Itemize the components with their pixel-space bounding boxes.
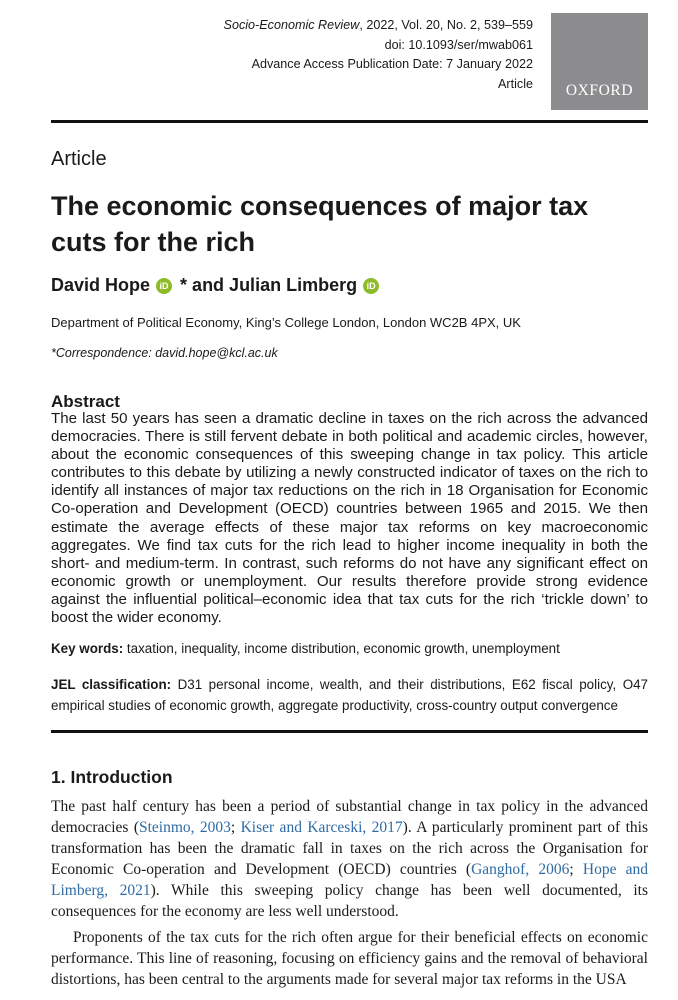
correspondence[interactable]: *Correspondence: david.hope@kcl.ac.uk bbox=[51, 346, 278, 360]
section-heading-introduction: 1. Introduction bbox=[51, 767, 173, 787]
journal-header bbox=[224, 16, 533, 94]
citation-link[interactable]: Hope and Limberg, 2021 bbox=[51, 860, 649, 899]
intro-paragraph-2: Proponents of the tax cuts for the rich often argue for their beneficial effects on economic performance. This line of reasoning, focusing on efficiency gains and the removal of behavioral distortions, has been central to the arguments made for several major tax reforms in the USA bbox=[51, 929, 648, 988]
author-julian-limberg[interactable]: * and Julian Limberg bbox=[175, 275, 358, 295]
abstract-text: The last 50 years has seen a dramatic decline in taxes on the rich across the advanced democracies. There is still fervent debate in both political and academic circles, however, about the economic consequences of this sweeping change in tax policy. This article contributes to this debate by utilizing a newly constructed indicator of taxes on the rich to identify all instances of major tax reductions on the rich in 18 Organisation for Economic Co-operation and Development (OECD) countries between 1965 and 2015. We then estimate the average effects of these major tax reforms on key macroeconomic aggregates. We find tax cuts for the rich lead to higher income inequality in both the short- and medium-term. In contrast, such reforms do not have any significant effect on economic growth or unemployment. Our results therefore provide strong evidence against the influential political–economic idea that tax cuts for the rich ‘trickle down’ to boost the wider economy. bbox=[51, 410, 648, 627]
keywords bbox=[51, 641, 560, 656]
orcid-icon[interactable]: iD bbox=[363, 278, 379, 294]
citation-link[interactable]: Kiser and Karceski, 2017 bbox=[240, 818, 403, 836]
access-date: Advance Access Publication Date: 7 January 2022 bbox=[251, 57, 533, 71]
journal-citation: Socio-Economic Review, 2022, Vol. 20, No. 2, 539–559 bbox=[223, 18, 533, 32]
keywords-text: taxation, inequality, income distribution, economic growth, unemployment bbox=[123, 641, 560, 656]
top-divider bbox=[51, 120, 648, 123]
intro-paragraph-1: The past half century has been a period of substantial change in tax policy in the advanced democracies (Steinmo, 2003; Kiser and Karceski, 2017). A particularly prominent part of this transformation has been the dramatic fall in taxes on the rich across the Organisation for Economic Co-operation and Development (OECD) countries (Ganghof, 2006; Hope and Limberg, 2021). While this sweeping policy change has been well documented, its consequences for the economy are less well understood. bbox=[51, 798, 649, 920]
article-title: The economic consequences of major tax cuts for the rich bbox=[51, 191, 589, 257]
journal-name: Socio-Economic Review bbox=[223, 18, 360, 32]
oxford-logo: OXFORD bbox=[551, 13, 648, 110]
article-type: Article bbox=[51, 148, 107, 170]
jel-text: D31 personal income, wealth, and their distributions, E62 fiscal policy, O47 empirical studies of economic growth, aggregate productivity, cross-country output convergence bbox=[51, 677, 648, 713]
orcid-icon[interactable]: iD bbox=[156, 278, 172, 294]
jel-label: JEL classification: bbox=[51, 677, 172, 692]
abstract-heading: Abstract bbox=[51, 392, 120, 411]
jel-classification bbox=[51, 675, 648, 716]
doi[interactable]: doi: 10.1093/ser/mwab061 bbox=[384, 37, 533, 52]
author-david-hope[interactable]: David Hope bbox=[51, 275, 151, 295]
authors bbox=[51, 275, 382, 296]
article-type-header: Article bbox=[498, 76, 533, 91]
keywords-label: Key words: bbox=[51, 641, 124, 656]
citation-link[interactable]: Steinmo, 2003 bbox=[139, 818, 231, 836]
affiliation: Department of Political Economy, King’s College London, London WC2B 4PX, UK bbox=[51, 315, 521, 330]
section-divider bbox=[51, 730, 648, 733]
citation-link[interactable]: Ganghof, 2006 bbox=[471, 860, 570, 878]
